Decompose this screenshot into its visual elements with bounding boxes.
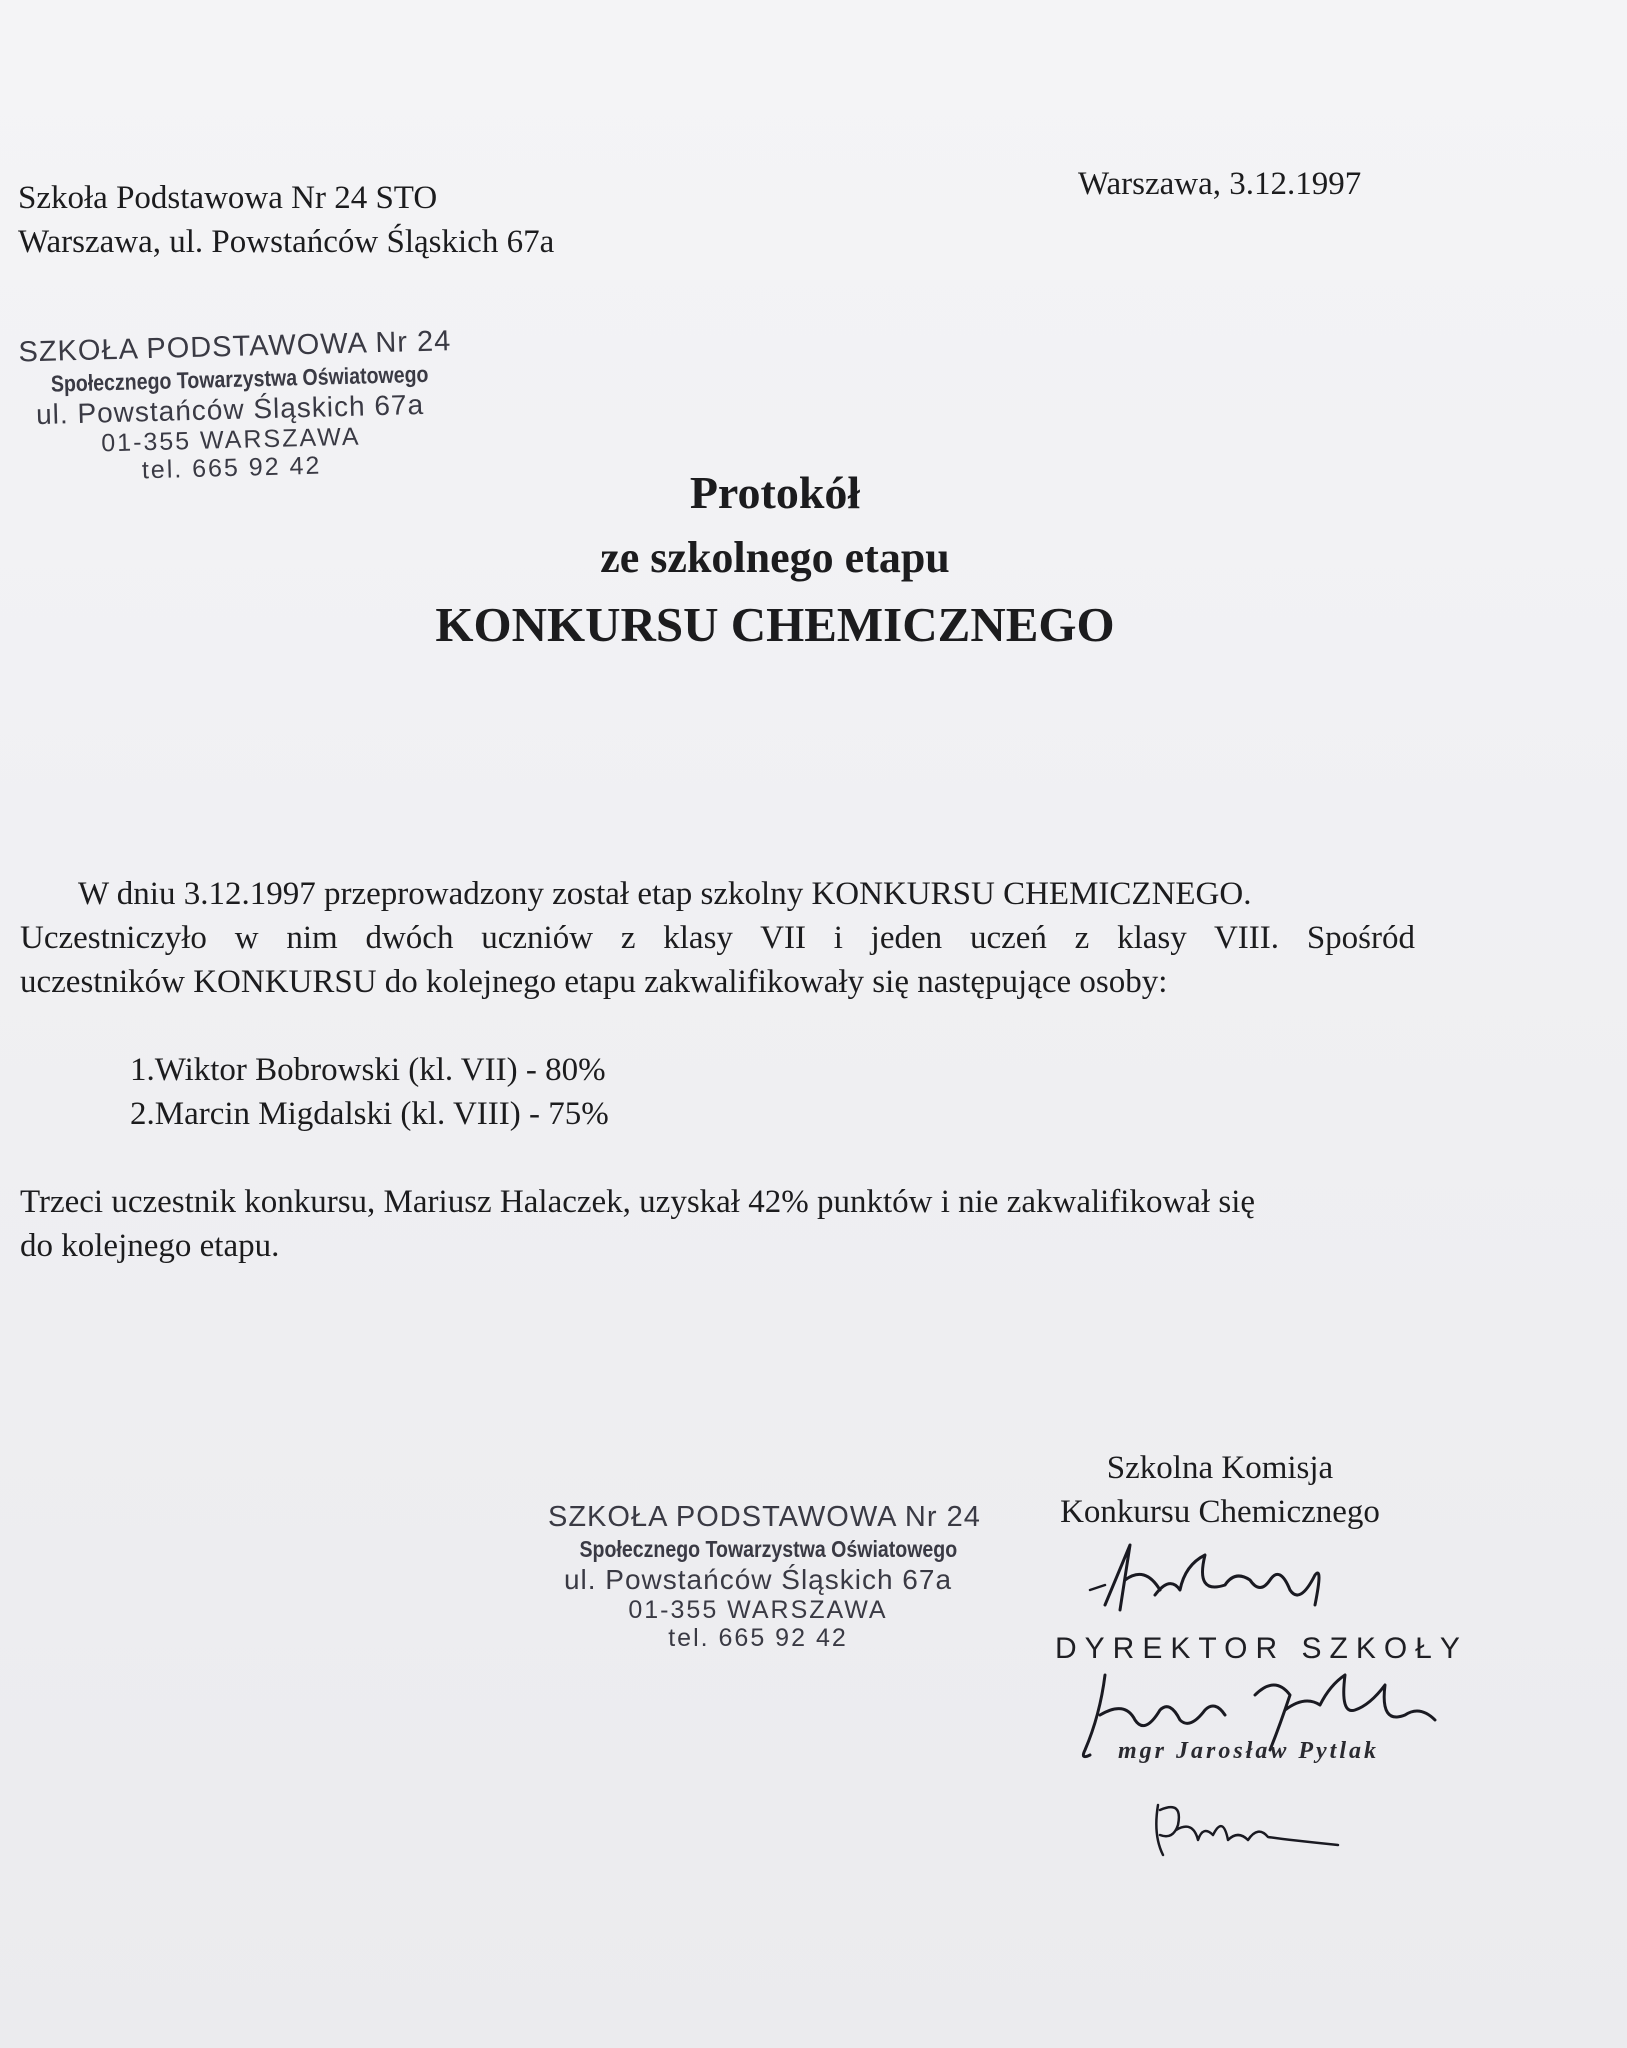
document-date: Warszawa, 3.12.1997	[1078, 166, 1362, 202]
director-name: mgr Jarosław Pytlak	[1118, 1738, 1380, 1764]
stamp-line-street: ul. Powstańców Śląskich 67a	[563, 1564, 953, 1595]
stamp-line-city: 01-355 WARSZAWA	[628, 1596, 888, 1624]
body-line: uczestników KONKURSU do kolejnego etapu zakwalifikowały się następujące osoby:	[20, 964, 1168, 1000]
director-title: DYREKTOR SZKOŁY	[1055, 1632, 1468, 1665]
body-line: do kolejnego etapu.	[20, 1228, 280, 1264]
page-subtitle: ze szkolnego etapu	[600, 533, 950, 582]
committee-line: Konkursu Chemicznego	[1060, 1494, 1380, 1530]
list-item: 1.Wiktor Bobrowski (kl. VII) - 80%	[130, 1052, 606, 1088]
stamp-line-society: Społecznego Towarzystwa Oświatowego	[50, 360, 429, 397]
stamp-line-phone: tel. 665 92 42	[141, 451, 322, 485]
initials-signature	[1148, 1795, 1348, 1865]
school-stamp-bottom	[548, 1500, 981, 1652]
stamp-line-phone: tel. 665 92 42	[668, 1624, 848, 1652]
body-line: Trzeci uczestnik konkursu, Mariusz Halaczek, uzyskał 42% punktów i nie zakwalifikował się	[20, 1184, 1256, 1220]
stamp-line-society: Społecznego Towarzystwa Oświatowego	[579, 1536, 958, 1562]
committee-line: Szkolna Komisja	[1106, 1450, 1334, 1486]
committee-signature	[1085, 1535, 1345, 1625]
stamp-line-city: 01-355 WARSZAWA	[100, 422, 361, 458]
school-address: Warszawa, ul. Powstańców Śląskich 67a	[18, 224, 555, 260]
page-title: Protokół	[689, 467, 861, 518]
stamp-line-school: SZKOŁA PODSTAWOWA Nr 24	[18, 325, 452, 369]
school-stamp-top	[18, 325, 452, 488]
stamp-line-school: SZKOŁA PODSTAWOWA Nr 24	[548, 1501, 981, 1533]
competition-title: KONKURSU CHEMICZNEGO	[435, 597, 1115, 652]
list-item: 2.Marcin Migdalski (kl. VIII) - 75%	[130, 1096, 609, 1132]
committee-block	[1040, 1446, 1400, 1534]
stamp-line-street: ul. Powstańców Śląskich 67a	[35, 388, 425, 431]
body-line: Uczestniczyło w nim dwóch uczniów z klasy VII i jeden uczeń z klasy VIII. Spośród	[20, 920, 1415, 956]
body-line: W dniu 3.12.1997 przeprowadzony został etap szkolny KONKURSU CHEMICZNEGO.	[78, 876, 1252, 912]
school-name: Szkoła Podstawowa Nr 24 STO	[18, 180, 438, 216]
